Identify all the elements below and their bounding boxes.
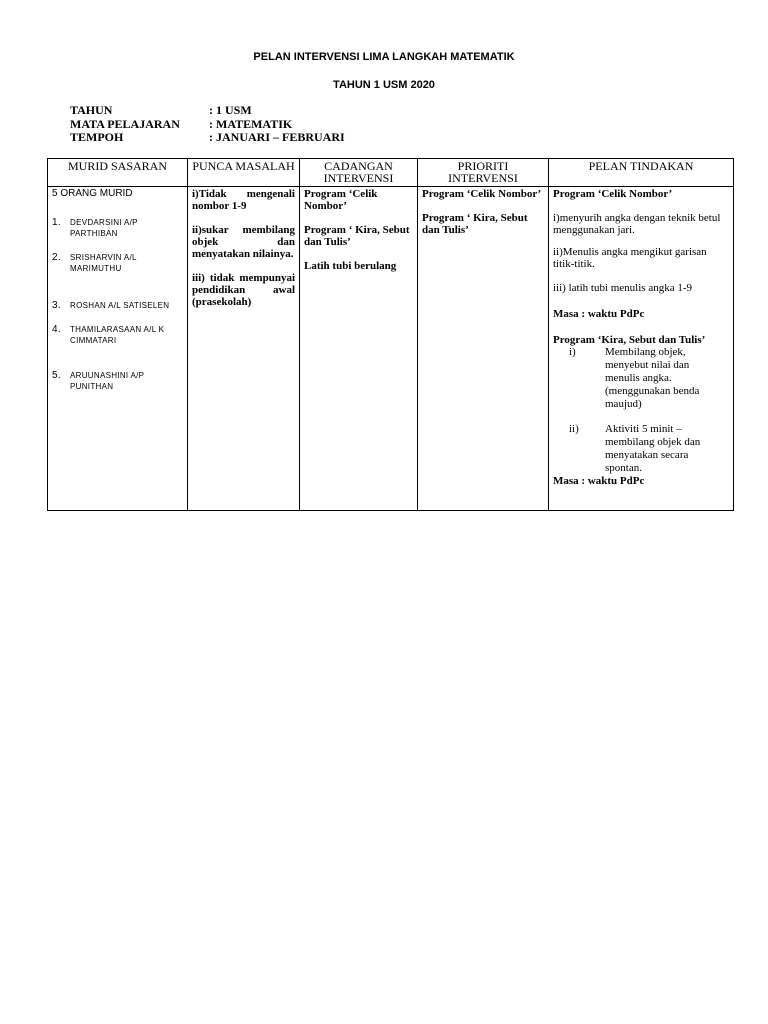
masa-text: Masa : waktu PdPc [553, 475, 645, 487]
table-row [48, 187, 734, 511]
student-number: 4. [52, 324, 61, 335]
table-header-row [48, 159, 734, 187]
cell-punca-masalah [188, 187, 300, 511]
prioriti-item: Program ‘ Kira, Sebut dan Tulis’ [422, 212, 528, 236]
sub-item [569, 423, 729, 475]
info-label: TEMPOH [70, 130, 124, 144]
info-value: : JANUARI – FEBRUARI [209, 130, 345, 144]
info-row-tempoh [70, 131, 345, 145]
cell-prioriti-intervensi [418, 187, 549, 511]
masa-text: Masa : waktu PdPc [553, 308, 645, 320]
document-subtitle: TAHUN 1 USM 2020 [333, 79, 435, 91]
list-item [52, 217, 183, 239]
info-value: : 1 USM [209, 103, 252, 117]
info-label: MATA PELAJARAN [70, 116, 180, 131]
list-item [52, 252, 183, 274]
cell-murid-sasaran [48, 187, 188, 511]
student-name: SRISHARVIN A/L MARIMUTHU [70, 253, 137, 273]
sub-item-text: Membilang objek, menyebut nilai dan menulis angka. (menggunakan benda maujud) [605, 346, 700, 410]
program-title: Program ‘Kira, Sebut dan Tulis’ [553, 334, 706, 346]
student-number: 2. [52, 252, 61, 263]
action-step: ii)Menulis angka mengikut garisan titik-titik. [553, 246, 707, 270]
cadangan-item: Program ‘ Kira, Sebut dan Tulis’ [304, 224, 410, 248]
header-cadangan-intervensi: CADANGAN INTERVENSI [300, 159, 418, 187]
murid-heading: 5 ORANG MURID [52, 188, 133, 199]
info-value: : MATEMATIK [209, 116, 293, 131]
student-name: ARUUNASHINI A/P PUNITHAN [70, 371, 145, 391]
action-step: i)menyurih angka dengan teknik betul menggunakan jari. [553, 212, 721, 236]
info-row-mata-pelajaran [70, 118, 345, 132]
student-number: 3. [52, 300, 61, 311]
list-item [52, 300, 183, 311]
header-punca-masalah: PUNCA MASALAH [188, 159, 300, 187]
list-item [52, 324, 183, 346]
cell-pelan-tindakan [549, 187, 734, 511]
intervention-table [47, 158, 734, 511]
prioriti-item: Program ‘Celik Nombor’ [422, 188, 542, 200]
header-prioriti-intervensi: PRIORITI INTERVENSI [418, 159, 549, 187]
sub-item-number: i) [569, 346, 576, 358]
sub-item-number: ii) [569, 423, 579, 435]
student-name: DEVDARSINI A/P PARTHIBAN [70, 218, 138, 238]
student-number: 1. [52, 217, 61, 228]
student-name: THAMILARASAAN A/L K CIMMATARI [70, 325, 165, 345]
student-number: 5. [52, 370, 61, 381]
info-label: TAHUN [70, 103, 113, 117]
sub-item [569, 346, 729, 411]
cell-cadangan-intervensi [300, 187, 418, 511]
punca-item: iii) tidak mempunyai pendidikan awal (prasekolah) [192, 272, 295, 308]
action-step: iii) latih tubi menulis angka 1-9 [553, 282, 693, 294]
sub-item-text: Aktiviti 5 minit – membilang objek dan menyatakan secara spontan. [605, 423, 701, 474]
header-murid-sasaran: MURID SASARAN [48, 159, 188, 187]
punca-item: i)Tidak mengenali nombor 1-9 [192, 188, 295, 212]
info-block [70, 104, 345, 145]
cadangan-item: Latih tubi berulang [304, 260, 397, 272]
program-title: Program ‘Celik Nombor’ [553, 188, 673, 200]
punca-item: ii)sukar membilang objek dan menyatakan nilainya. [192, 224, 295, 260]
student-name: ROSHAN A/L SATISELEN [70, 301, 170, 310]
list-item [52, 370, 183, 392]
student-list [52, 217, 183, 392]
info-row-tahun [70, 104, 345, 118]
document-title: PELAN INTERVENSI LIMA LANGKAH MATEMATIK [253, 51, 515, 63]
cadangan-item: Program ‘Celik Nombor’ [304, 188, 378, 212]
header-pelan-tindakan: PELAN TINDAKAN [549, 159, 734, 187]
